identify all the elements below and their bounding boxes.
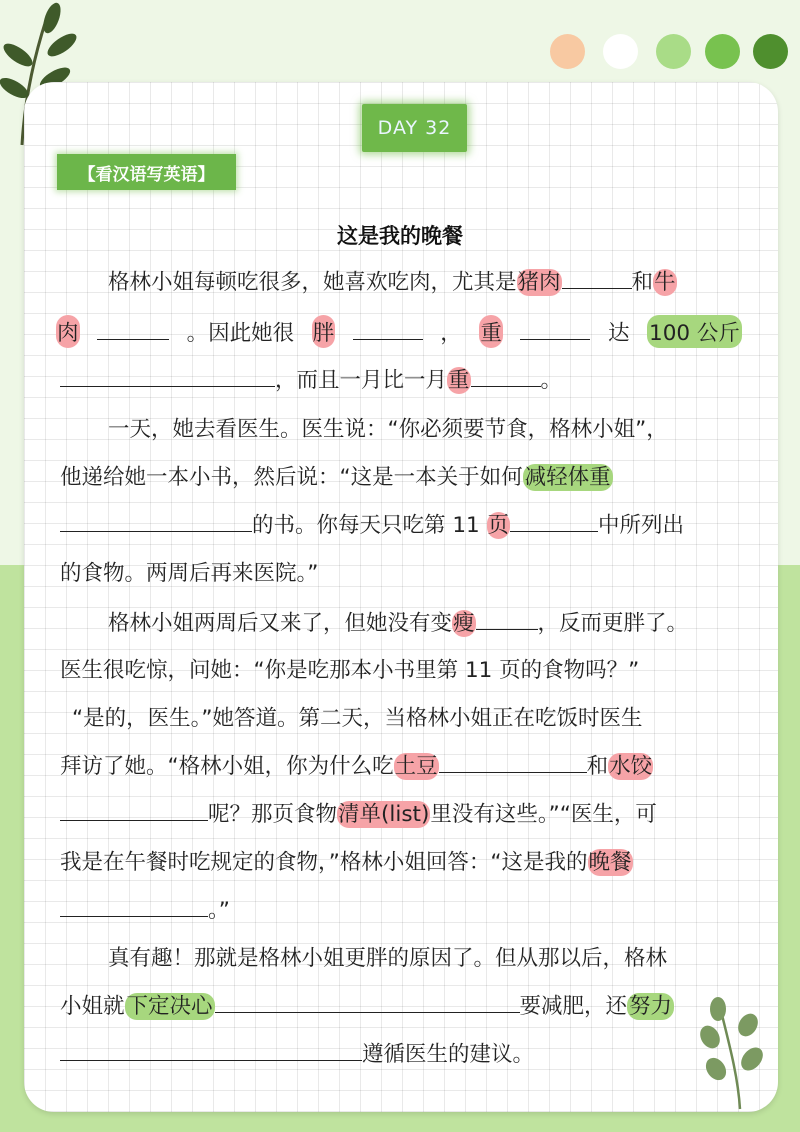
story-text: 和 [631,270,654,295]
story-text: 医生很吃惊，问她：“你是吃那本小书里第 11 页的食物吗？” [60,658,640,683]
story-text: 。 [540,368,563,393]
day-badge: DAY 32 [362,104,467,152]
story-line [60,989,674,1020]
highlight-pink: 重 [479,315,503,348]
highlight-green: 努力 [629,994,673,1019]
story-line [60,893,230,924]
answer-blank[interactable] [510,513,598,532]
story-text: 格林小姐每顿吃很多，她喜欢吃肉，尤其是 [108,270,517,295]
story-text: 达 [607,321,630,346]
highlight-pink: 胖 [312,315,336,348]
story-line [60,556,318,587]
answer-blank[interactable] [476,611,538,630]
answer-blank[interactable] [439,754,587,773]
highlight-pink: 土豆 [394,754,438,779]
story-title: 这是我的晚餐 [337,224,463,248]
section-tag: 【看汉语写英语】 [57,154,236,190]
answer-blank[interactable] [60,513,252,532]
answer-blank[interactable] [60,368,275,387]
story-text: 遵循医生的建议。 [362,1042,535,1067]
highlight-pink: 晚餐 [588,850,632,875]
story-text: 中所列出 [598,513,685,538]
color-dots [550,34,790,72]
dot-light-green [656,34,691,69]
answer-blank[interactable] [353,321,423,340]
story-line [60,653,639,684]
story-line [60,460,613,491]
story-text: 。因此她很 [186,321,295,346]
answer-blank[interactable] [60,1042,362,1061]
story-text: 小姐就 [60,994,125,1019]
highlight-pink: 页 [487,513,510,538]
highlight-pink: 瘦 [453,611,475,636]
story-text: 一天，她去看医生。医生说：“你必须要节食，格林小姐”， [108,417,668,442]
highlight-pink: 肉 [56,315,80,348]
highlight-pink: 猪肉 [517,270,561,295]
story-line [60,508,684,539]
answer-blank[interactable] [215,994,520,1013]
highlight-pink: 清单(list) [338,802,430,827]
answer-blank[interactable] [562,270,632,289]
dot-dark-green [753,34,788,69]
story-text: 。” [208,898,230,923]
story-text: 要减肥，还 [519,994,628,1019]
highlight-green: 下定决心 [126,994,213,1019]
story-line [60,797,657,828]
answer-blank[interactable] [60,898,208,917]
story-line [108,941,667,972]
story-text: 拜访了她。“格林小姐，你为什么吃 [60,754,394,779]
story-text: 和 [586,754,609,779]
highlight-green: 100 公斤 [647,315,742,348]
story-line [108,265,677,296]
story-text: ，反而更胖了。 [537,611,689,636]
story-line [60,1037,534,1068]
dot-peach [550,34,585,69]
story-text: ，而且一月比一月 [275,368,448,393]
highlight-green: 减轻体重 [524,465,611,490]
story-text: “是的，医生。”她答道。第二天，当格林小姐正在吃饭时医生 [72,706,643,731]
story-text: 里没有这些。”“医生，可 [430,802,657,827]
story-text: 他递给她一本小书，然后说：“这是一本关于如何 [60,465,523,490]
story-text: 的书。你每天只吃第 11 [252,513,487,538]
story-line [60,845,633,876]
story-line [60,363,562,394]
answer-blank[interactable] [471,368,541,387]
highlight-pink: 重 [448,368,470,393]
answer-blank[interactable] [520,321,590,340]
story-text: 格林小姐两周后又来了，但她没有变 [108,611,453,636]
story-text: 我是在午餐时吃规定的食物，”格林小姐回答：“这是我的 [60,850,588,875]
story-line [108,606,688,637]
answer-blank[interactable] [60,802,208,821]
dot-green [705,34,740,69]
highlight-pink: 牛 [654,270,676,295]
story-text: ， [440,321,462,346]
story-text: 的食物。两周后再来医院。” [60,561,319,586]
dot-white [603,34,638,69]
story-text: 呢？那页食物 [208,802,338,827]
story-line [56,315,742,348]
story-text: 真有趣！那就是格林小姐更胖的原因了。但从那以后，格林 [108,946,668,971]
story-line [72,701,643,732]
answer-blank[interactable] [97,321,169,340]
leaf-sprig-bottom-right [690,997,780,1112]
highlight-pink: 水饺 [609,754,653,779]
story-line [108,412,668,443]
story-line [60,749,653,780]
